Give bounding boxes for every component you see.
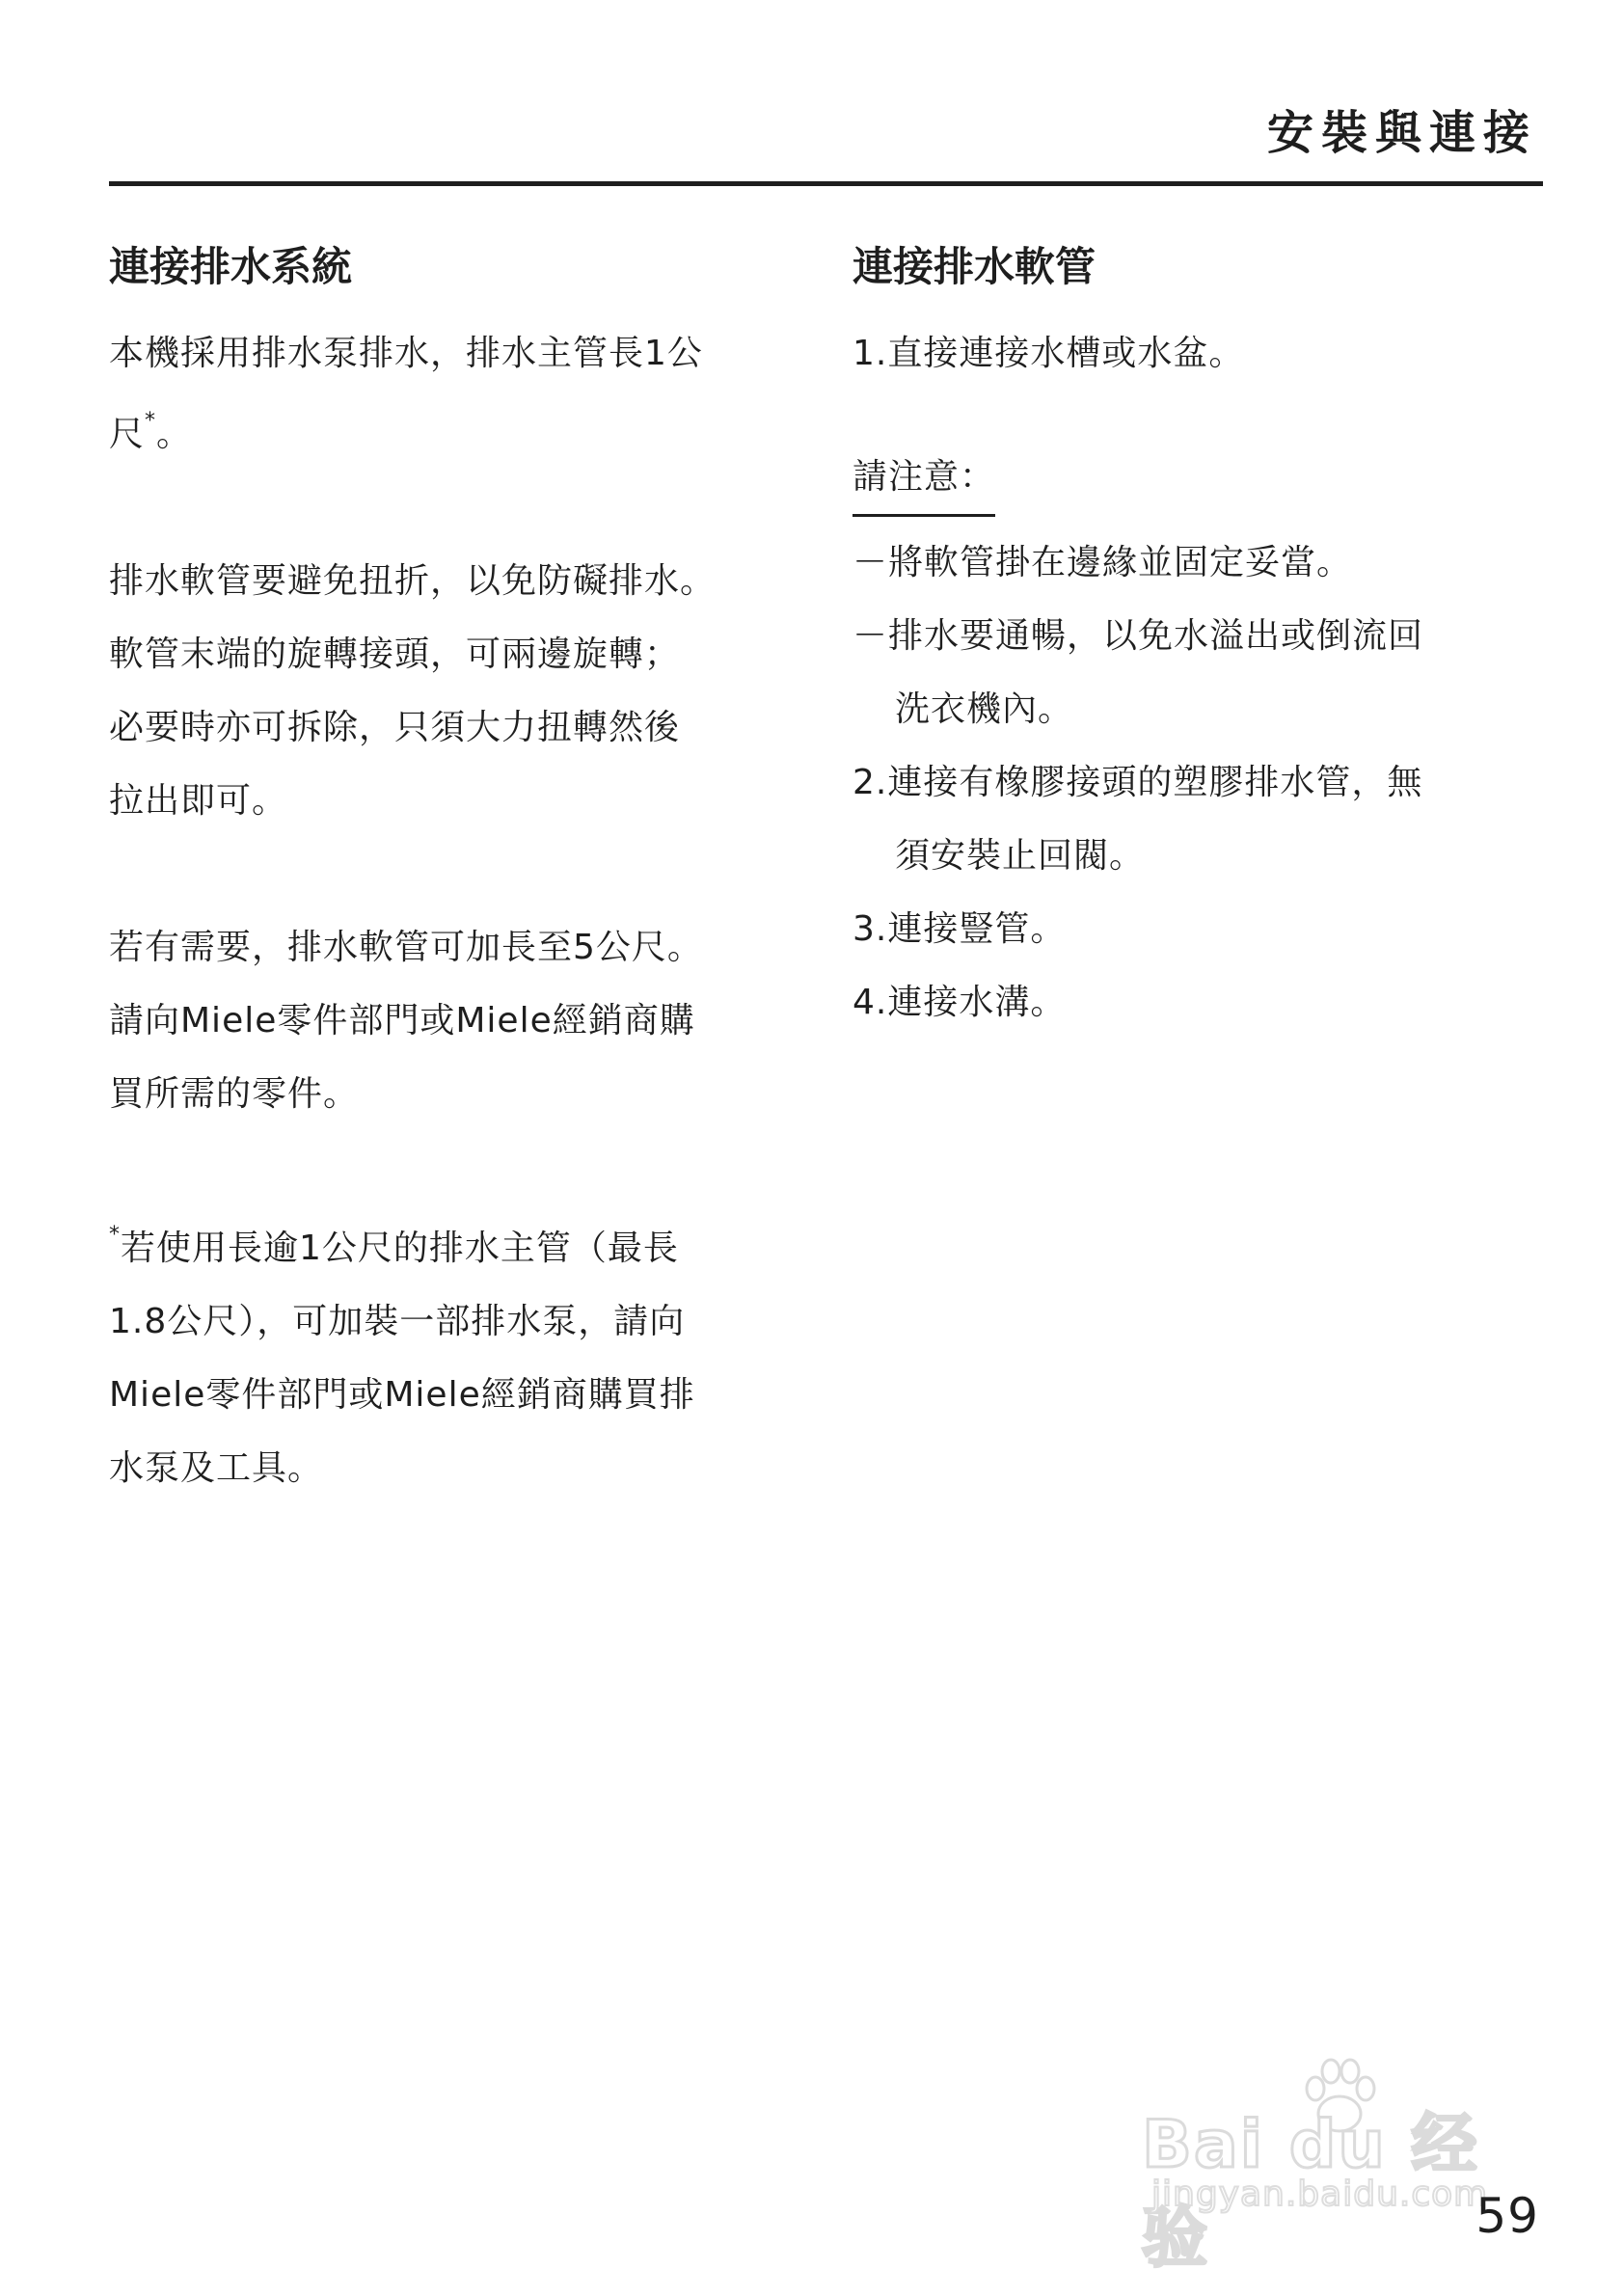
text-span: 本機採用排水泵排水，排水主管長1公 (109, 334, 703, 373)
footnote-marker: * (145, 409, 157, 433)
paragraph-line: 必要時亦可拆除，只須大力扭轉然後 (109, 708, 681, 747)
paragraph-line (109, 391, 803, 472)
paragraph-line: 請向Miele零件部門或Miele經銷商購 (109, 1001, 695, 1040)
text-span: 請注意： (853, 457, 996, 497)
page-number: 59 (1475, 2188, 1539, 2244)
note-label (853, 441, 995, 517)
section-title-drainage-system: 連接排水系統 (109, 243, 353, 290)
header-divider (109, 181, 1543, 186)
list-item: 1.直接連接水槽或水盆。 (853, 334, 1245, 373)
text-span: 尺 (109, 415, 146, 454)
section-title-drain-hose: 連接排水軟管 (853, 243, 1096, 290)
list-item: 2.連接有橡膠接頭的塑膠排水管，無 (853, 763, 1423, 802)
paragraph-line: 買所需的零件。 (109, 1074, 360, 1114)
left-column (109, 236, 803, 1505)
paragraph-line: 排水軟管要避免扭折，以免防礙排水。 (109, 561, 717, 601)
note-item-continuation: 洗衣機內。 (895, 689, 1074, 729)
list-item: 4.連接水溝。 (853, 983, 1067, 1022)
right-column (853, 236, 1547, 1040)
footnote-line: 1.8公尺），可加裝一部排水泵，請向 (109, 1302, 686, 1341)
list-item: 3.連接豎管。 (853, 909, 1067, 949)
footnote-line (109, 1204, 803, 1285)
paragraph-line (109, 317, 803, 391)
watermark-brand: Bai du 经验 (1142, 2107, 1479, 2277)
footnote-marker: * (109, 1223, 121, 1247)
note-item: －排水要通暢，以免水溢出或倒流回 (853, 616, 1424, 656)
footnote-line: Miele零件部門或Miele經銷商購買排 (109, 1375, 695, 1415)
text-span: 。 (156, 415, 193, 454)
footnote-line: 水泵及工具。 (109, 1448, 324, 1488)
paragraph-line: 軟管末端的旋轉接頭，可兩邊旋轉； (109, 635, 681, 674)
paragraph-line: 拉出即可。 (109, 781, 288, 821)
paragraph-line: 若有需要，排水軟管可加長至5公尺。 (109, 928, 703, 967)
page-header-title: 安裝與連接 (1266, 106, 1537, 160)
list-item-continuation: 須安裝止回閥。 (895, 836, 1146, 876)
note-item: －將軟管掛在邊緣並固定妥當。 (853, 543, 1353, 582)
watermark-url: jingyan.baidu.com (1151, 2174, 1489, 2214)
text-span: 若使用長逾1公尺的排水主管（最長 (121, 1229, 679, 1268)
